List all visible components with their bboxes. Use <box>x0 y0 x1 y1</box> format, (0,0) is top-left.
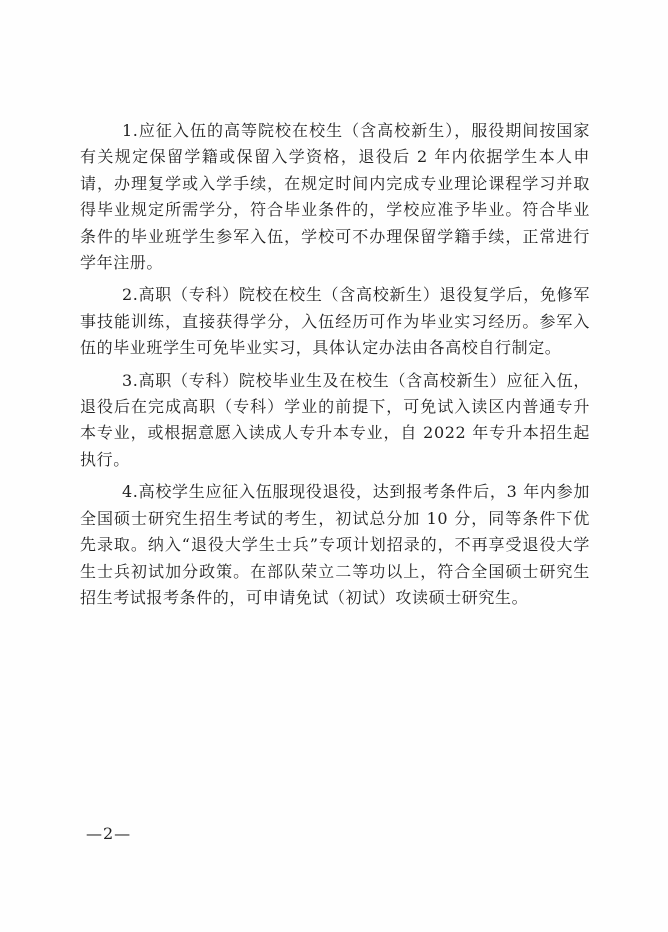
paragraph-4: 4.高校学生应征入伍服现役退役，达到报考条件后，3 年内参加全国硕士研究生招生考试的考生，初试总分加 10 分，同等条件下优先录取。纳入“退役大学生士兵”专项计划招录的，不再享受退役大学生士兵初试加分政策。在部队荣立二等功以上，符合全国硕士研究生招生考试报考条件的，可申请免试（初试）攻读硕士研究生。 <box>80 482 590 607</box>
paragraph-1: 1.应征入伍的高等院校在校生（含高校新生），服役期间按国家有关规定保留学籍或保留入学资格，退役后 2 年内依据学生本人申请，办理复学或入学手续，在规定时间内完成专业理论课程学习并取得毕业规定所需学分，符合毕业条件的，学校应准予毕业。符合毕业条件的毕业班学生参军入伍，学校可不办理保留学籍手续，正常进行学年注册。 <box>80 121 590 273</box>
paragraph-2: 2.高职（专科）院校在校生（含高校新生）退役复学后，免修军事技能训练，直接获得学分，入伍经历可作为毕业实习经历。参军入伍的毕业班学生可免毕业实习，具体认定办法由各高校自行制定。 <box>80 285 590 358</box>
paragraph-3: 3.高职（专科）院校毕业生及在校生（含高校新生）应征入伍，退役后在完成高职（专科）学业的前提下，可免试入读区内普通专升本专业，或根据意愿入读成人专升本专业，自 2022 年专升本招生起执行。 <box>80 370 590 469</box>
page-number: —2— <box>86 824 132 843</box>
document-body <box>80 118 590 617</box>
